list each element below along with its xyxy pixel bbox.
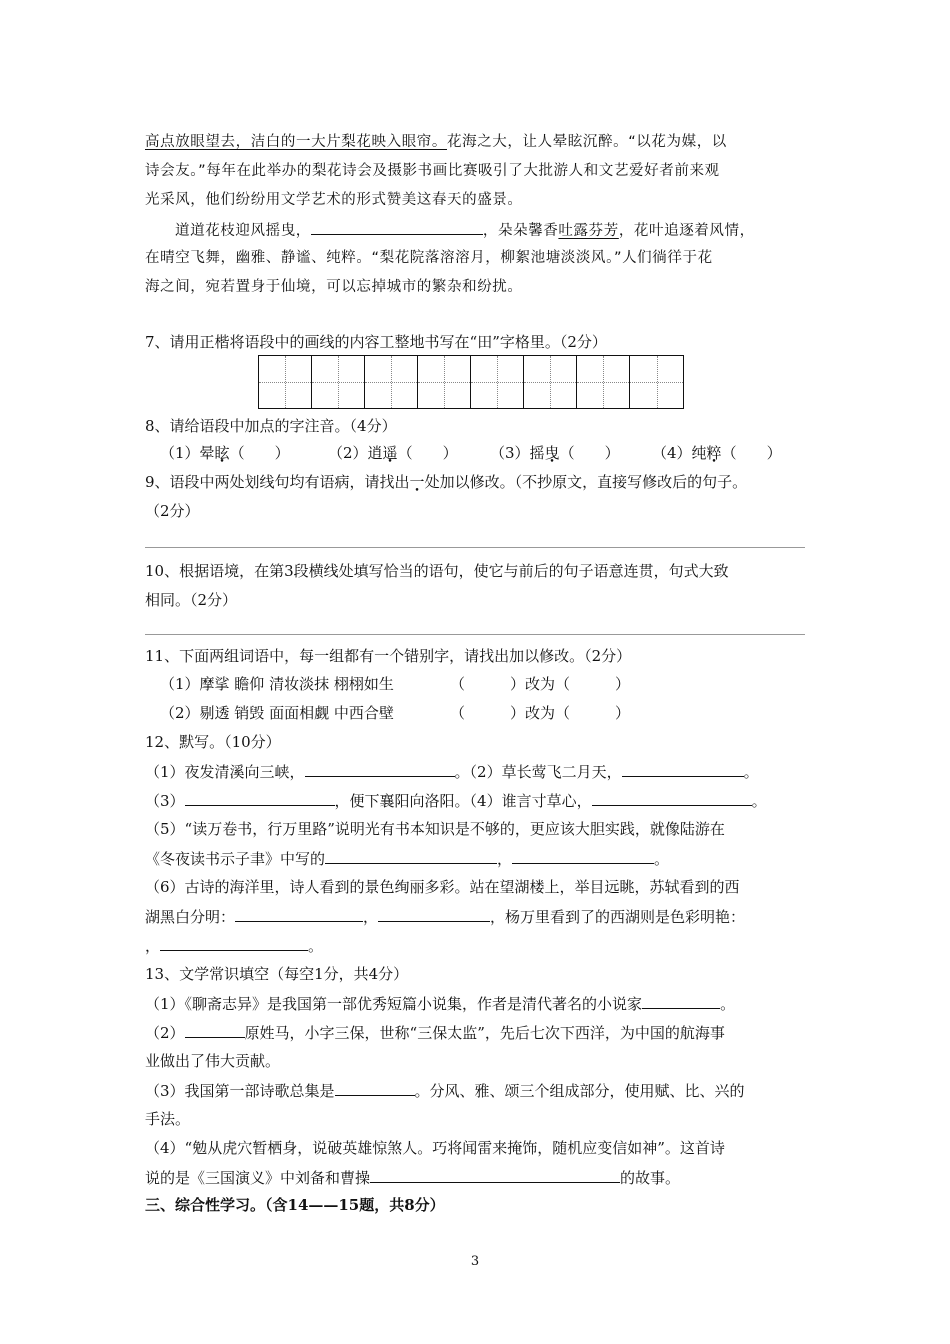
correction-blank[interactable]: （ ）改为（ ） [450,675,631,693]
fill-blank-line[interactable] [185,790,335,806]
fill-blank-line[interactable] [378,906,490,922]
tian-grid[interactable] [258,355,684,409]
passage-text: ，花叶追逐着风情， [618,223,755,239]
question-13-row-2: （2） 原姓马，小字三保，世称“三保太监”，先后七次下西洋，为中国的航海事 [145,1024,725,1042]
question-13-row-6: （4）“勉从虎穴暂栖身，说破英雄惊煞人。巧将闻雷来掩饰，随机应变信如神”。这首诗 [145,1139,725,1157]
question-12-row-7: ， 。 [145,937,324,955]
word-group: （1）摩挲 瞻仰 清妆淡抹 栩栩如生 [160,675,394,693]
pinyin-item: （4）纯粹（ ） [652,444,782,462]
fill-blank-line[interactable] [642,993,720,1009]
question-8-items [160,443,830,463]
fill-blank-line[interactable] [622,761,744,777]
question-9-score: （2分） [145,502,200,520]
passage-text: 花海之大，让人晕眩沉醉。“以花为媒，以 [447,134,727,150]
section-3-heading: 三、综合性学习。（含14——15题，共8分） [145,1196,445,1214]
pinyin-item: （3）摇曳（ ） [490,444,620,462]
question-13: 13、文学常识填空（每空1分，共4分） [145,965,409,983]
tian-cell[interactable] [365,356,418,408]
correction-blank[interactable]: （ ）改为（ ） [450,704,631,722]
question-11-row-1 [160,674,830,694]
fill-blank-line[interactable] [185,1022,245,1038]
question-8: 8、请给语段中加点的字注音。（4分） [145,417,397,435]
tian-cell[interactable] [259,356,312,408]
answer-line[interactable] [145,634,805,635]
underlined-phrase: 吐露芬芳 [558,223,619,239]
fill-blank-line[interactable] [592,790,752,806]
dotted-char: 粹 [706,444,722,462]
passage-line-5: 在晴空飞舞，幽雅、静谧、纯粹。“梨花院落溶溶月，柳絮池塘淡淡风。”人们徜徉于花 [145,250,713,266]
passage-line-2: 诗会友。”每年在此举办的梨花诗会及摄影书画比赛吸引了大批游人和文艺爱好者前来观 [145,163,720,179]
question-10-cont: 相同。（2分） [145,591,238,609]
pinyin-item: （1）晕眩（ ） [160,444,290,462]
dotted-char: 一 [409,473,425,491]
question-12-row-2: （3） ，便下襄阳向洛阳。（4）谁言寸草心， 。 [145,792,767,810]
dotted-char: 眩 [214,444,230,462]
tian-cell[interactable] [312,356,365,408]
question-12-row-1: （1）夜发清溪向三峡， 。（2）草长莺飞二月天， 。 [145,763,759,781]
passage-line-4 [175,219,845,241]
tian-cell[interactable] [524,356,577,408]
word-group: （2）剔透 销毁 面面相觑 中西合壁 [160,704,394,722]
dotted-char: 曳 [544,444,560,462]
question-11: 11、下面两组词语中，每一组都有一个错别字，请找出加以修改。（2分） [145,647,632,665]
fill-blank-line[interactable] [235,906,363,922]
question-13-row-7: 说的是《三国演义》中刘备和曹操 的故事。 [145,1169,681,1187]
question-9: 9、语段中两处划线句均有语病，请找出一处加以修改。（不抄原文，直接写修改后的句子。 [145,473,748,491]
question-12-row-5: （6）古诗的海洋里，诗人看到的景色绚丽多彩。站在望湖楼上，举目远眺，苏轼看到的西 [145,878,740,896]
passage-line-3: 光采风，他们纷纷用文学艺术的形式赞美这春天的盛景。 [145,192,523,208]
fill-blank-line[interactable] [160,935,308,951]
tian-cell[interactable] [418,356,471,408]
fill-blank-line[interactable] [370,1167,620,1183]
tian-cell[interactable] [577,356,630,408]
pinyin-item: （2）逍遥（ ） [328,444,458,462]
dotted-char: 遥 [382,444,398,462]
question-11-row-2 [160,703,830,723]
question-13-row-4: （3）我国第一部诗歌总集是 。分风、雅、颂三个组成部分，使用赋、比、兴的 [145,1082,745,1100]
page-number: 3 [470,1254,480,1269]
answer-line[interactable] [145,547,805,548]
question-13-row-3: 业做出了伟大贡献。 [145,1052,281,1070]
question-13-row-5: 手法。 [145,1110,191,1128]
question-12: 12、默写。（10分） [145,733,281,751]
fill-blank-line[interactable] [512,848,654,864]
question-12-row-3: （5）“读万卷书，行万里路”说明光有书本知识是不够的，更应该大胆实践，就像陆游在 [145,820,725,838]
passage-line-1 [145,132,815,152]
underlined-sentence: 高点放眼望去，洁白的一大片梨花映入眼帘。 [145,134,447,150]
question-10: 10、根据语境，在第3段横线处填写恰当的语句，使它与前后的句子语意连贯，句式大致 [145,562,729,580]
question-7: 7、请用正楷将语段中的画线的内容工整地书写在“田”字格里。（2分） [145,333,607,351]
fill-blank-line[interactable] [335,1080,415,1096]
passage-line-6: 海之间，宛若置身于仙境，可以忘掉城市的繁杂和纷扰。 [145,279,523,295]
fill-blank-line[interactable] [305,761,455,777]
passage-text: ，朵朵馨香 [482,223,559,239]
fill-blank-line[interactable] [325,848,497,864]
fill-blank-line [311,219,483,235]
question-13-row-1: （1）《聊斋志异》是我国第一部优秀短篇小说集，作者是清代著名的小说家 。 [145,995,736,1013]
tian-cell[interactable] [630,356,683,408]
question-12-row-4: 《冬夜读书示子聿》中写的 ， 。 [145,850,670,868]
question-12-row-6: 湖黑白分明： ， ，杨万里看到了的西湖则是色彩明艳： [145,908,746,926]
tian-cell[interactable] [471,356,524,408]
passage-text: 道道花枝迎风摇曳， [175,223,311,239]
